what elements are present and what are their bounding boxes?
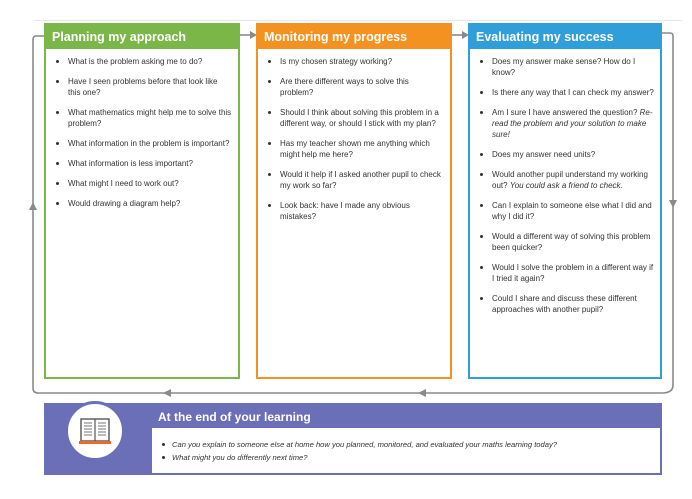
list-item: Should I think about solving this problem in a different way, or should I stick with my plan? [280, 107, 444, 129]
end-of-learning-title: At the end of your learning [158, 410, 311, 424]
list-item: What might I need to work out? [68, 178, 232, 189]
evaluating-panel [468, 23, 662, 379]
arrow-down-right [669, 200, 677, 208]
list-item: Could I share and discuss these different approaches with another pupil? [492, 293, 654, 315]
evaluating-list [470, 56, 660, 315]
monitoring-panel [256, 23, 452, 379]
list-item: Would a different way of solving this problem been quicker? [492, 231, 654, 253]
planning-list [46, 56, 238, 209]
list-item: Would another pupil understand my working out? You could ask a friend to check. [492, 169, 654, 191]
item-note: You could ask a friend to check. [509, 181, 623, 190]
list-item: Are there different ways to solve this problem? [280, 76, 444, 98]
monitoring-title: Monitoring my progress [258, 25, 450, 49]
item-note: Re-read the problem and your solution to make sure! [492, 108, 653, 139]
reflection-list [152, 439, 660, 463]
arrow-up-left [29, 202, 37, 210]
monitoring-list [258, 56, 450, 222]
reflection-questions [152, 428, 660, 473]
planning-title: Planning my approach [46, 25, 238, 49]
list-item: Does my answer make sense? How do I know? [492, 56, 654, 78]
list-item: Would I solve the problem in a different way if I tried it again? [492, 263, 654, 283]
list-item: Is there any way that I can check my answer? [492, 88, 654, 97]
list-item: Am I sure I have answered the question? Re-read the problem and your solution to make sure! [492, 108, 653, 139]
list-item: Has my teacher shown me anything which might help me here? [280, 138, 444, 160]
planning-panel [44, 23, 240, 379]
list-item: What might you do differently next time? [172, 452, 654, 463]
list-item: Can you explain to someone else at home how you planned, monitored, and evaluated your maths learning today? [172, 439, 654, 450]
list-item: What information in the problem is important? [68, 138, 232, 149]
list-item: Can I explain to someone else what I did and why I did it? [492, 200, 654, 222]
list-item: Is my chosen strategy working? [280, 56, 444, 67]
list-item: What mathematics might help me to solve this problem? [68, 108, 232, 128]
list-item: Does my answer need units? [492, 149, 654, 160]
list-item: Would it help if I asked another pupil to check my work so far? [280, 169, 444, 191]
book-icon [65, 401, 125, 461]
list-item: What is the problem asking me to do? [68, 56, 232, 67]
list-item: Look back: have I made any obvious mistakes? [280, 200, 444, 222]
list-item: Have I seen problems before that look like this one? [68, 76, 232, 98]
evaluating-title: Evaluating my success [470, 25, 660, 49]
end-of-learning-box [44, 403, 662, 475]
list-item: What information is less important? [68, 158, 232, 169]
list-item: Would drawing a diagram help? [68, 198, 232, 209]
